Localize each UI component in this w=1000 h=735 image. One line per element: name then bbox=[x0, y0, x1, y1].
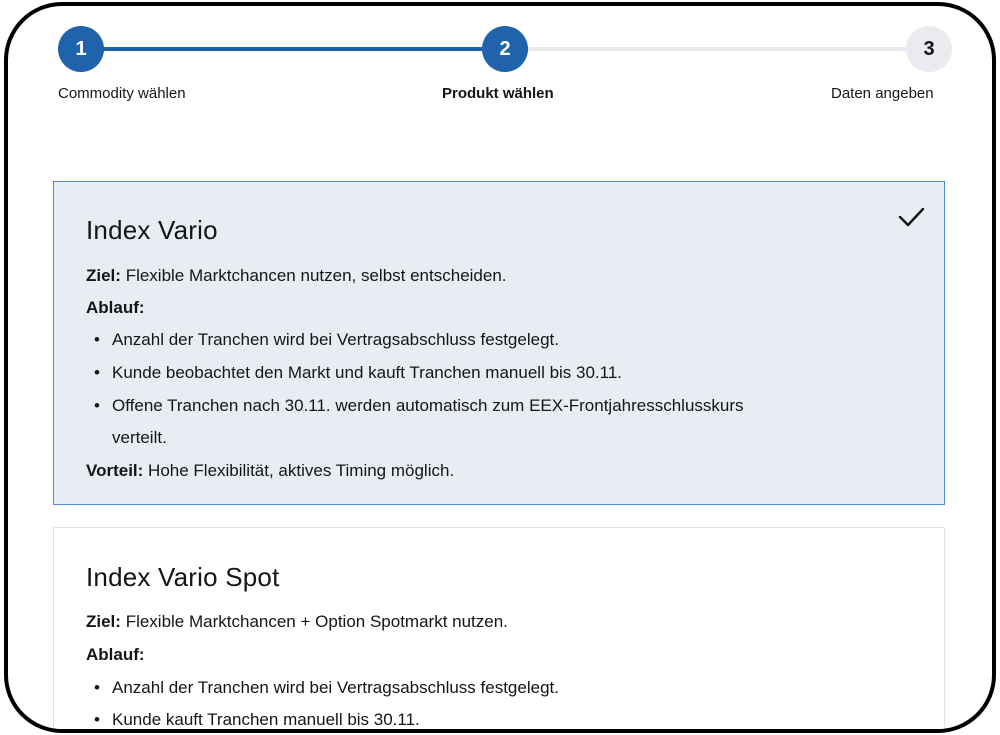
goal-text: Flexible Marktchancen + Option Spotmarkt nutzen. bbox=[125, 612, 508, 631]
step-2-circle[interactable]: 2 bbox=[482, 26, 528, 72]
product-card-index-vario[interactable] bbox=[53, 181, 945, 505]
product-title: Index Vario Spot bbox=[86, 562, 280, 592]
step-1-circle[interactable]: 1 bbox=[58, 26, 104, 72]
list-item-text-continued: verteilt. bbox=[112, 428, 167, 447]
goal-label: Ziel: bbox=[86, 266, 121, 285]
product-title: Index Vario bbox=[86, 215, 218, 245]
step-1-label: Commodity wählen bbox=[58, 85, 186, 102]
step-3-circle[interactable]: 3 bbox=[906, 26, 952, 72]
list-item bbox=[94, 396, 744, 416]
list-item bbox=[94, 330, 559, 350]
goal-line bbox=[86, 612, 508, 632]
benefit-line bbox=[86, 461, 454, 481]
step-3-label: Daten angeben bbox=[831, 85, 934, 102]
process-label: Ablauf: bbox=[86, 645, 145, 664]
goal-label: Ziel: bbox=[86, 612, 121, 631]
product-card-index-vario-spot[interactable] bbox=[53, 527, 945, 733]
goal-line bbox=[86, 266, 507, 286]
stepper-progress-remaining bbox=[508, 47, 928, 51]
process-label: Ablauf: bbox=[86, 298, 145, 317]
goal-text: Flexible Marktchancen nutzen, selbst entscheiden. bbox=[125, 266, 507, 285]
list-item-text: Kunde beobachtet den Markt und kauft Tranchen manuell bis 30.11. bbox=[112, 363, 623, 382]
bullet-icon: • bbox=[94, 710, 100, 729]
checkmark-icon bbox=[896, 202, 926, 232]
stepper-progress-complete bbox=[88, 47, 508, 51]
list-item-text: Kunde kauft Tranchen manuell bis 30.11. bbox=[112, 710, 420, 729]
bullet-icon: • bbox=[94, 678, 100, 697]
list-item bbox=[94, 363, 622, 383]
bullet-icon: • bbox=[94, 363, 100, 382]
benefit-label: Vorteil: bbox=[86, 461, 144, 480]
bullet-icon: • bbox=[94, 396, 100, 415]
list-item-text: Anzahl der Tranchen wird bei Vertragsabschluss festgelegt. bbox=[112, 678, 559, 697]
list-item-text: Offene Tranchen nach 30.11. werden automatisch zum EEX-Frontjahresschlusskurs bbox=[112, 396, 744, 415]
app-frame bbox=[4, 2, 996, 733]
step-2-label: Produkt wählen bbox=[442, 85, 554, 102]
bullet-icon: • bbox=[94, 330, 100, 349]
list-item bbox=[94, 678, 559, 698]
list-item bbox=[94, 710, 420, 730]
benefit-text: Hohe Flexibilität, aktives Timing möglich. bbox=[148, 461, 455, 480]
list-item-text: Anzahl der Tranchen wird bei Vertragsabschluss festgelegt. bbox=[112, 330, 559, 349]
